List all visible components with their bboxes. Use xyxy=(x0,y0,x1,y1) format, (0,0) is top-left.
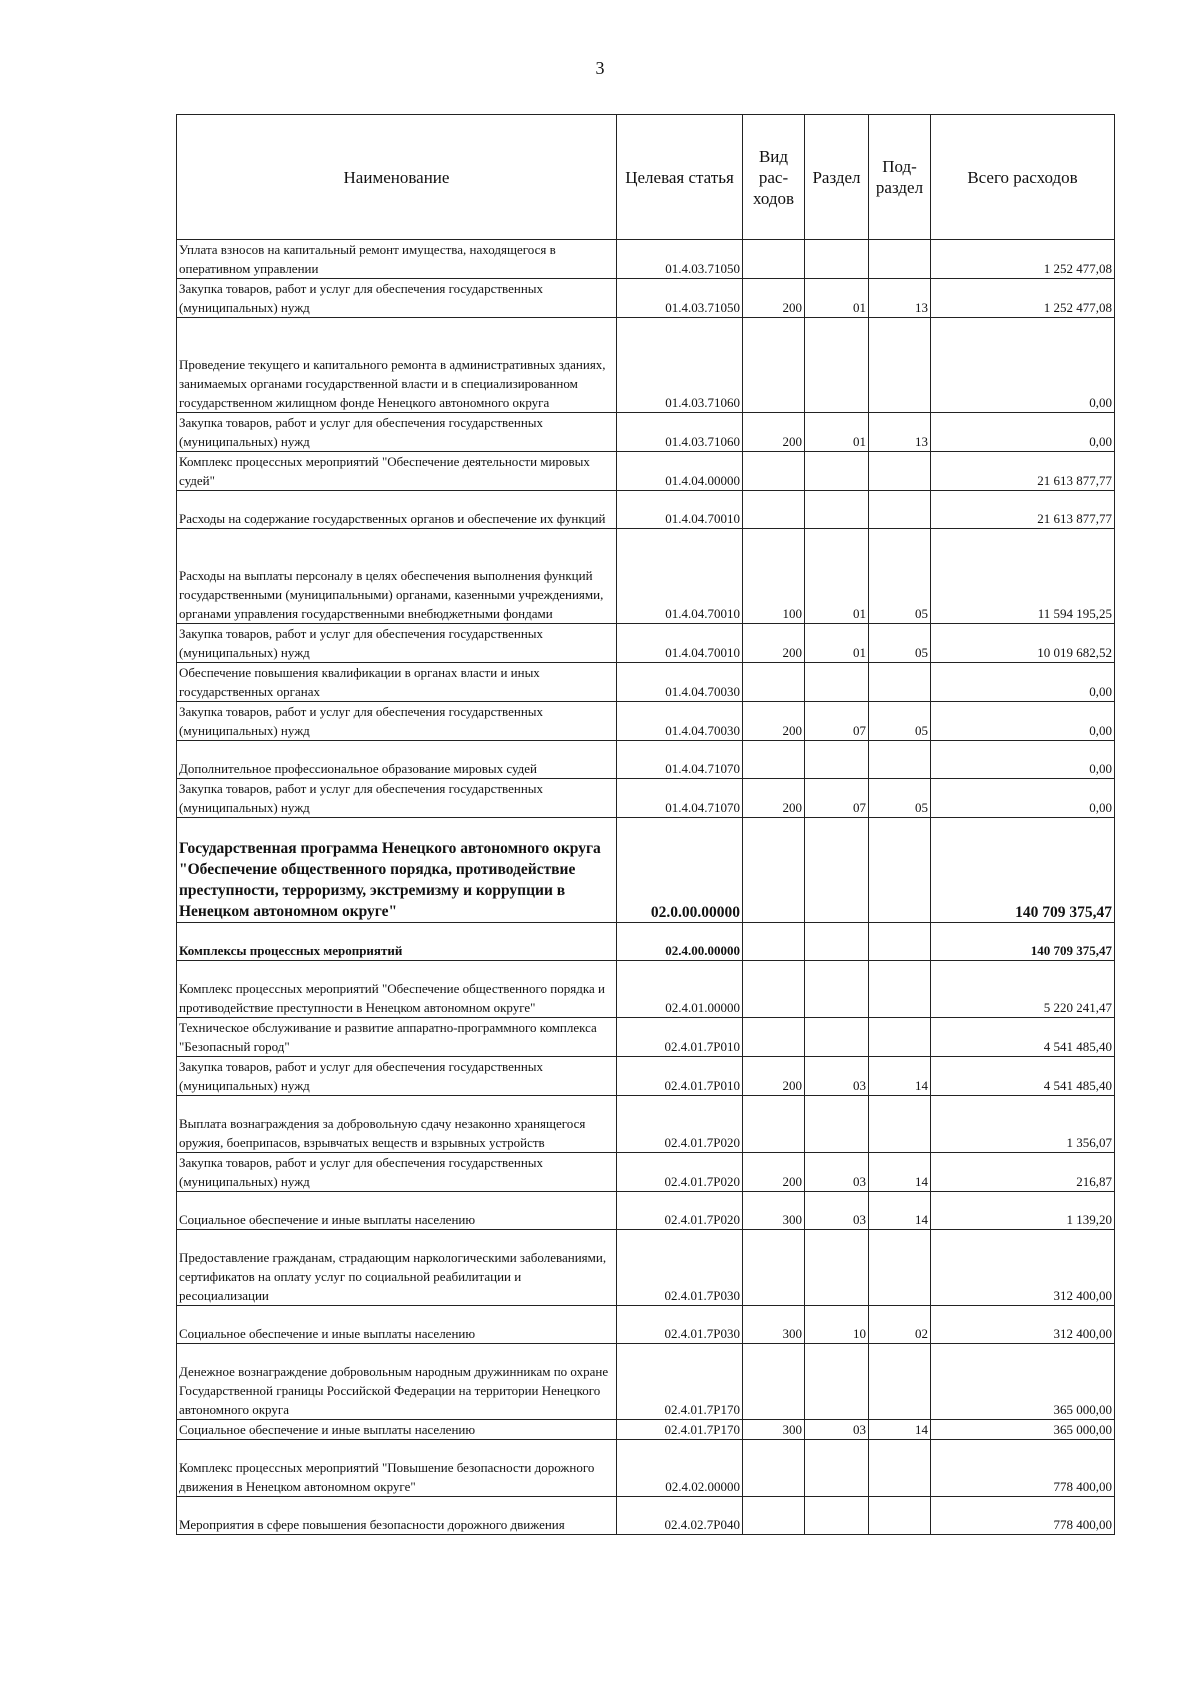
cell-name: Техническое обслуживание и развитие аппаратно-программного комплекса "Безопасный город" xyxy=(177,1018,617,1057)
cell-subsection xyxy=(869,1497,931,1535)
cell-total: 312 400,00 xyxy=(931,1230,1115,1306)
cell-name: Расходы на содержание государственных органов и обеспечение их функций xyxy=(177,491,617,529)
cell-target-article: 02.4.01.7Р010 xyxy=(617,1018,743,1057)
cell-total: 365 000,00 xyxy=(931,1344,1115,1420)
cell-target-article: 01.4.04.70030 xyxy=(617,663,743,702)
cell-expense-type xyxy=(743,1230,805,1306)
header-subsection: Под-раздел xyxy=(869,115,931,240)
cell-total: 5 220 241,47 xyxy=(931,961,1115,1018)
cell-target-article: 01.4.04.70010 xyxy=(617,529,743,624)
table-row xyxy=(177,413,1115,452)
cell-total: 0,00 xyxy=(931,702,1115,741)
table-row xyxy=(177,1306,1115,1344)
cell-target-article: 01.4.04.71070 xyxy=(617,779,743,818)
cell-target-article: 01.4.04.71070 xyxy=(617,741,743,779)
cell-subsection xyxy=(869,318,931,413)
table-row xyxy=(177,741,1115,779)
cell-section xyxy=(805,818,869,923)
cell-name: Обеспечение повышения квалификации в органах власти и иных государственных органах xyxy=(177,663,617,702)
cell-total: 1 139,20 xyxy=(931,1192,1115,1230)
cell-name: Комплекс процессных мероприятий "Обеспечение деятельности мировых судей" xyxy=(177,452,617,491)
cell-subsection xyxy=(869,741,931,779)
cell-subsection xyxy=(869,961,931,1018)
cell-total: 216,87 xyxy=(931,1153,1115,1192)
cell-total: 1 252 477,08 xyxy=(931,279,1115,318)
cell-total: 11 594 195,25 xyxy=(931,529,1115,624)
cell-name: Социальное обеспечение и иные выплаты населению xyxy=(177,1192,617,1230)
cell-subsection xyxy=(869,240,931,279)
cell-total: 0,00 xyxy=(931,318,1115,413)
cell-expense-type: 200 xyxy=(743,702,805,741)
table-row xyxy=(177,529,1115,624)
cell-expense-type xyxy=(743,1497,805,1535)
table-row xyxy=(177,1230,1115,1306)
cell-target-article: 02.4.01.7Р030 xyxy=(617,1306,743,1344)
cell-subsection: 13 xyxy=(869,413,931,452)
cell-target-article: 02.4.01.7Р020 xyxy=(617,1153,743,1192)
cell-expense-type: 200 xyxy=(743,1057,805,1096)
cell-section: 01 xyxy=(805,624,869,663)
cell-name: Расходы на выплаты персоналу в целях обеспечения выполнения функций государственными (муниципальными) органами, казенными учреждениями, органами управления государственными внебюджетными фондами xyxy=(177,529,617,624)
table-row xyxy=(177,779,1115,818)
cell-name: Комплекс процессных мероприятий "Обеспечение общественного порядка и противодействие преступности в Ненецком автономном округе" xyxy=(177,961,617,1018)
cell-target-article: 01.4.04.70030 xyxy=(617,702,743,741)
cell-name: Денежное вознаграждение добровольным народным дружинникам по охране Государственной границы Российской Федерации на территории Ненецкого автономного округа xyxy=(177,1344,617,1420)
table-row xyxy=(177,240,1115,279)
cell-section xyxy=(805,961,869,1018)
cell-expense-type xyxy=(743,1018,805,1057)
cell-subsection xyxy=(869,1018,931,1057)
budget-table xyxy=(176,114,1115,1535)
cell-section: 03 xyxy=(805,1420,869,1440)
cell-expense-type xyxy=(743,741,805,779)
cell-total: 140 709 375,47 xyxy=(931,818,1115,923)
table-body xyxy=(177,240,1115,1535)
cell-total: 312 400,00 xyxy=(931,1306,1115,1344)
cell-section xyxy=(805,1018,869,1057)
header-total: Всего расходов xyxy=(931,115,1115,240)
cell-subsection: 05 xyxy=(869,529,931,624)
cell-target-article: 02.4.01.7Р170 xyxy=(617,1344,743,1420)
cell-total: 0,00 xyxy=(931,779,1115,818)
table-row xyxy=(177,1096,1115,1153)
cell-subsection xyxy=(869,1440,931,1497)
cell-subsection: 05 xyxy=(869,702,931,741)
cell-subsection: 14 xyxy=(869,1420,931,1440)
table-row xyxy=(177,1018,1115,1057)
cell-total: 778 400,00 xyxy=(931,1497,1115,1535)
cell-section xyxy=(805,491,869,529)
cell-section xyxy=(805,1344,869,1420)
cell-name: Предоставление гражданам, страдающим наркологическими заболеваниями, сертификатов на оплату услуг по социальной реабилитации и ресоциализации xyxy=(177,1230,617,1306)
cell-section: 01 xyxy=(805,529,869,624)
cell-section xyxy=(805,1230,869,1306)
cell-expense-type: 300 xyxy=(743,1420,805,1440)
cell-expense-type: 300 xyxy=(743,1192,805,1230)
cell-expense-type: 100 xyxy=(743,529,805,624)
cell-name: Уплата взносов на капитальный ремонт имущества, находящегося в оперативном управлении xyxy=(177,240,617,279)
cell-section: 03 xyxy=(805,1153,869,1192)
cell-total: 21 613 877,77 xyxy=(931,452,1115,491)
cell-expense-type xyxy=(743,318,805,413)
cell-expense-type: 200 xyxy=(743,1153,805,1192)
cell-total: 1 356,07 xyxy=(931,1096,1115,1153)
cell-target-article: 02.4.02.7Р040 xyxy=(617,1497,743,1535)
table-row xyxy=(177,1497,1115,1535)
cell-expense-type: 200 xyxy=(743,413,805,452)
page-number: 3 xyxy=(595,58,605,78)
cell-name: Мероприятия в сфере повышения безопасности дорожного движения xyxy=(177,1497,617,1535)
cell-name: Проведение текущего и капитального ремонта в административных зданиях, занимаемых органами государственной власти и в специализированном государственном жилищном фонде Ненецкого автономного округа xyxy=(177,318,617,413)
cell-target-article: 02.4.01.7Р020 xyxy=(617,1192,743,1230)
table-row xyxy=(177,702,1115,741)
cell-target-article: 02.4.01.00000 xyxy=(617,961,743,1018)
cell-target-article: 02.0.00.00000 xyxy=(617,818,743,923)
cell-section xyxy=(805,1497,869,1535)
cell-name: Закупка товаров, работ и услуг для обеспечения государственных (муниципальных) нужд xyxy=(177,279,617,318)
cell-expense-type: 300 xyxy=(743,1306,805,1344)
cell-section: 10 xyxy=(805,1306,869,1344)
cell-expense-type xyxy=(743,1096,805,1153)
cell-subsection: 14 xyxy=(869,1057,931,1096)
cell-name: Государственная программа Ненецкого автономного округа "Обеспечение общественного порядка, противодействие преступности, терроризму, экстремизму и коррупции в Ненецком автономном округе" xyxy=(177,818,617,923)
cell-name: Закупка товаров, работ и услуг для обеспечения государственных (муниципальных) нужд xyxy=(177,1057,617,1096)
cell-subsection: 14 xyxy=(869,1192,931,1230)
cell-subsection xyxy=(869,1230,931,1306)
cell-subsection xyxy=(869,452,931,491)
cell-target-article: 02.4.01.7Р010 xyxy=(617,1057,743,1096)
cell-section: 07 xyxy=(805,702,869,741)
cell-total: 4 541 485,40 xyxy=(931,1057,1115,1096)
cell-subsection: 05 xyxy=(869,624,931,663)
header-target-article: Целевая статья xyxy=(617,115,743,240)
table-row xyxy=(177,1420,1115,1440)
cell-total: 1 252 477,08 xyxy=(931,240,1115,279)
cell-name: Закупка товаров, работ и услуг для обеспечения государственных (муниципальных) нужд xyxy=(177,413,617,452)
cell-target-article: 01.4.04.70010 xyxy=(617,624,743,663)
table-row xyxy=(177,318,1115,413)
cell-subsection: 13 xyxy=(869,279,931,318)
cell-target-article: 02.4.01.7Р020 xyxy=(617,1096,743,1153)
header-expense-type: Вид рас-ходов xyxy=(743,115,805,240)
cell-name: Закупка товаров, работ и услуг для обеспечения государственных (муниципальных) нужд xyxy=(177,1153,617,1192)
cell-name: Социальное обеспечение и иные выплаты населению xyxy=(177,1420,617,1440)
table-row xyxy=(177,961,1115,1018)
table-header-row xyxy=(177,115,1115,240)
cell-subsection xyxy=(869,923,931,961)
cell-total: 21 613 877,77 xyxy=(931,491,1115,529)
cell-name: Закупка товаров, работ и услуг для обеспечения государственных (муниципальных) нужд xyxy=(177,624,617,663)
cell-total: 140 709 375,47 xyxy=(931,923,1115,961)
cell-subsection xyxy=(869,663,931,702)
cell-target-article: 01.4.03.71060 xyxy=(617,413,743,452)
table-row xyxy=(177,624,1115,663)
table-row xyxy=(177,1192,1115,1230)
cell-expense-type xyxy=(743,923,805,961)
cell-expense-type xyxy=(743,961,805,1018)
cell-expense-type xyxy=(743,452,805,491)
cell-section xyxy=(805,741,869,779)
cell-section xyxy=(805,923,869,961)
cell-subsection xyxy=(869,818,931,923)
header-name: Наименование xyxy=(177,115,617,240)
cell-total: 0,00 xyxy=(931,663,1115,702)
table-row xyxy=(177,663,1115,702)
cell-subsection: 05 xyxy=(869,779,931,818)
header-section: Раздел xyxy=(805,115,869,240)
cell-section xyxy=(805,1440,869,1497)
cell-section: 07 xyxy=(805,779,869,818)
table-row xyxy=(177,1344,1115,1420)
cell-target-article: 02.4.02.00000 xyxy=(617,1440,743,1497)
cell-section xyxy=(805,240,869,279)
cell-target-article: 02.4.01.7Р170 xyxy=(617,1420,743,1440)
cell-expense-type xyxy=(743,1440,805,1497)
cell-name: Закупка товаров, работ и услуг для обеспечения государственных (муниципальных) нужд xyxy=(177,702,617,741)
cell-target-article: 01.4.03.71060 xyxy=(617,318,743,413)
cell-name: Закупка товаров, работ и услуг для обеспечения государственных (муниципальных) нужд xyxy=(177,779,617,818)
cell-section xyxy=(805,1096,869,1153)
table-row xyxy=(177,1057,1115,1096)
table-row xyxy=(177,1440,1115,1497)
cell-name: Социальное обеспечение и иные выплаты населению xyxy=(177,1306,617,1344)
cell-expense-type: 200 xyxy=(743,779,805,818)
cell-section xyxy=(805,663,869,702)
cell-target-article: 01.4.03.71050 xyxy=(617,279,743,318)
cell-total: 365 000,00 xyxy=(931,1420,1115,1440)
cell-subsection: 14 xyxy=(869,1153,931,1192)
cell-target-article: 01.4.04.00000 xyxy=(617,452,743,491)
cell-expense-type: 200 xyxy=(743,624,805,663)
cell-name: Дополнительное профессиональное образование мировых судей xyxy=(177,741,617,779)
cell-subsection xyxy=(869,491,931,529)
cell-target-article: 02.4.01.7Р030 xyxy=(617,1230,743,1306)
table-row xyxy=(177,452,1115,491)
cell-section: 01 xyxy=(805,413,869,452)
cell-total: 0,00 xyxy=(931,741,1115,779)
cell-section: 03 xyxy=(805,1057,869,1096)
cell-expense-type xyxy=(743,240,805,279)
cell-section xyxy=(805,452,869,491)
cell-subsection xyxy=(869,1344,931,1420)
cell-section: 01 xyxy=(805,279,869,318)
cell-expense-type xyxy=(743,1344,805,1420)
cell-total: 4 541 485,40 xyxy=(931,1018,1115,1057)
table-row xyxy=(177,818,1115,923)
table-row xyxy=(177,279,1115,318)
cell-subsection xyxy=(869,1096,931,1153)
cell-target-article: 02.4.00.00000 xyxy=(617,923,743,961)
cell-target-article: 01.4.04.70010 xyxy=(617,491,743,529)
cell-total: 10 019 682,52 xyxy=(931,624,1115,663)
cell-expense-type: 200 xyxy=(743,279,805,318)
table-row xyxy=(177,923,1115,961)
table-row xyxy=(177,491,1115,529)
cell-target-article: 01.4.03.71050 xyxy=(617,240,743,279)
cell-name: Выплата вознаграждения за добровольную сдачу незаконно хранящегося оружия, боеприпасов, взрывчатых веществ и взрывных устройств xyxy=(177,1096,617,1153)
cell-expense-type xyxy=(743,491,805,529)
table-row xyxy=(177,1153,1115,1192)
cell-expense-type xyxy=(743,663,805,702)
cell-section: 03 xyxy=(805,1192,869,1230)
cell-total: 778 400,00 xyxy=(931,1440,1115,1497)
cell-section xyxy=(805,318,869,413)
cell-subsection: 02 xyxy=(869,1306,931,1344)
cell-name: Комплекс процессных мероприятий "Повышение безопасности дорожного движения в Ненецком автономном округе" xyxy=(177,1440,617,1497)
cell-total: 0,00 xyxy=(931,413,1115,452)
cell-expense-type xyxy=(743,818,805,923)
cell-name: Комплексы процессных мероприятий xyxy=(177,923,617,961)
